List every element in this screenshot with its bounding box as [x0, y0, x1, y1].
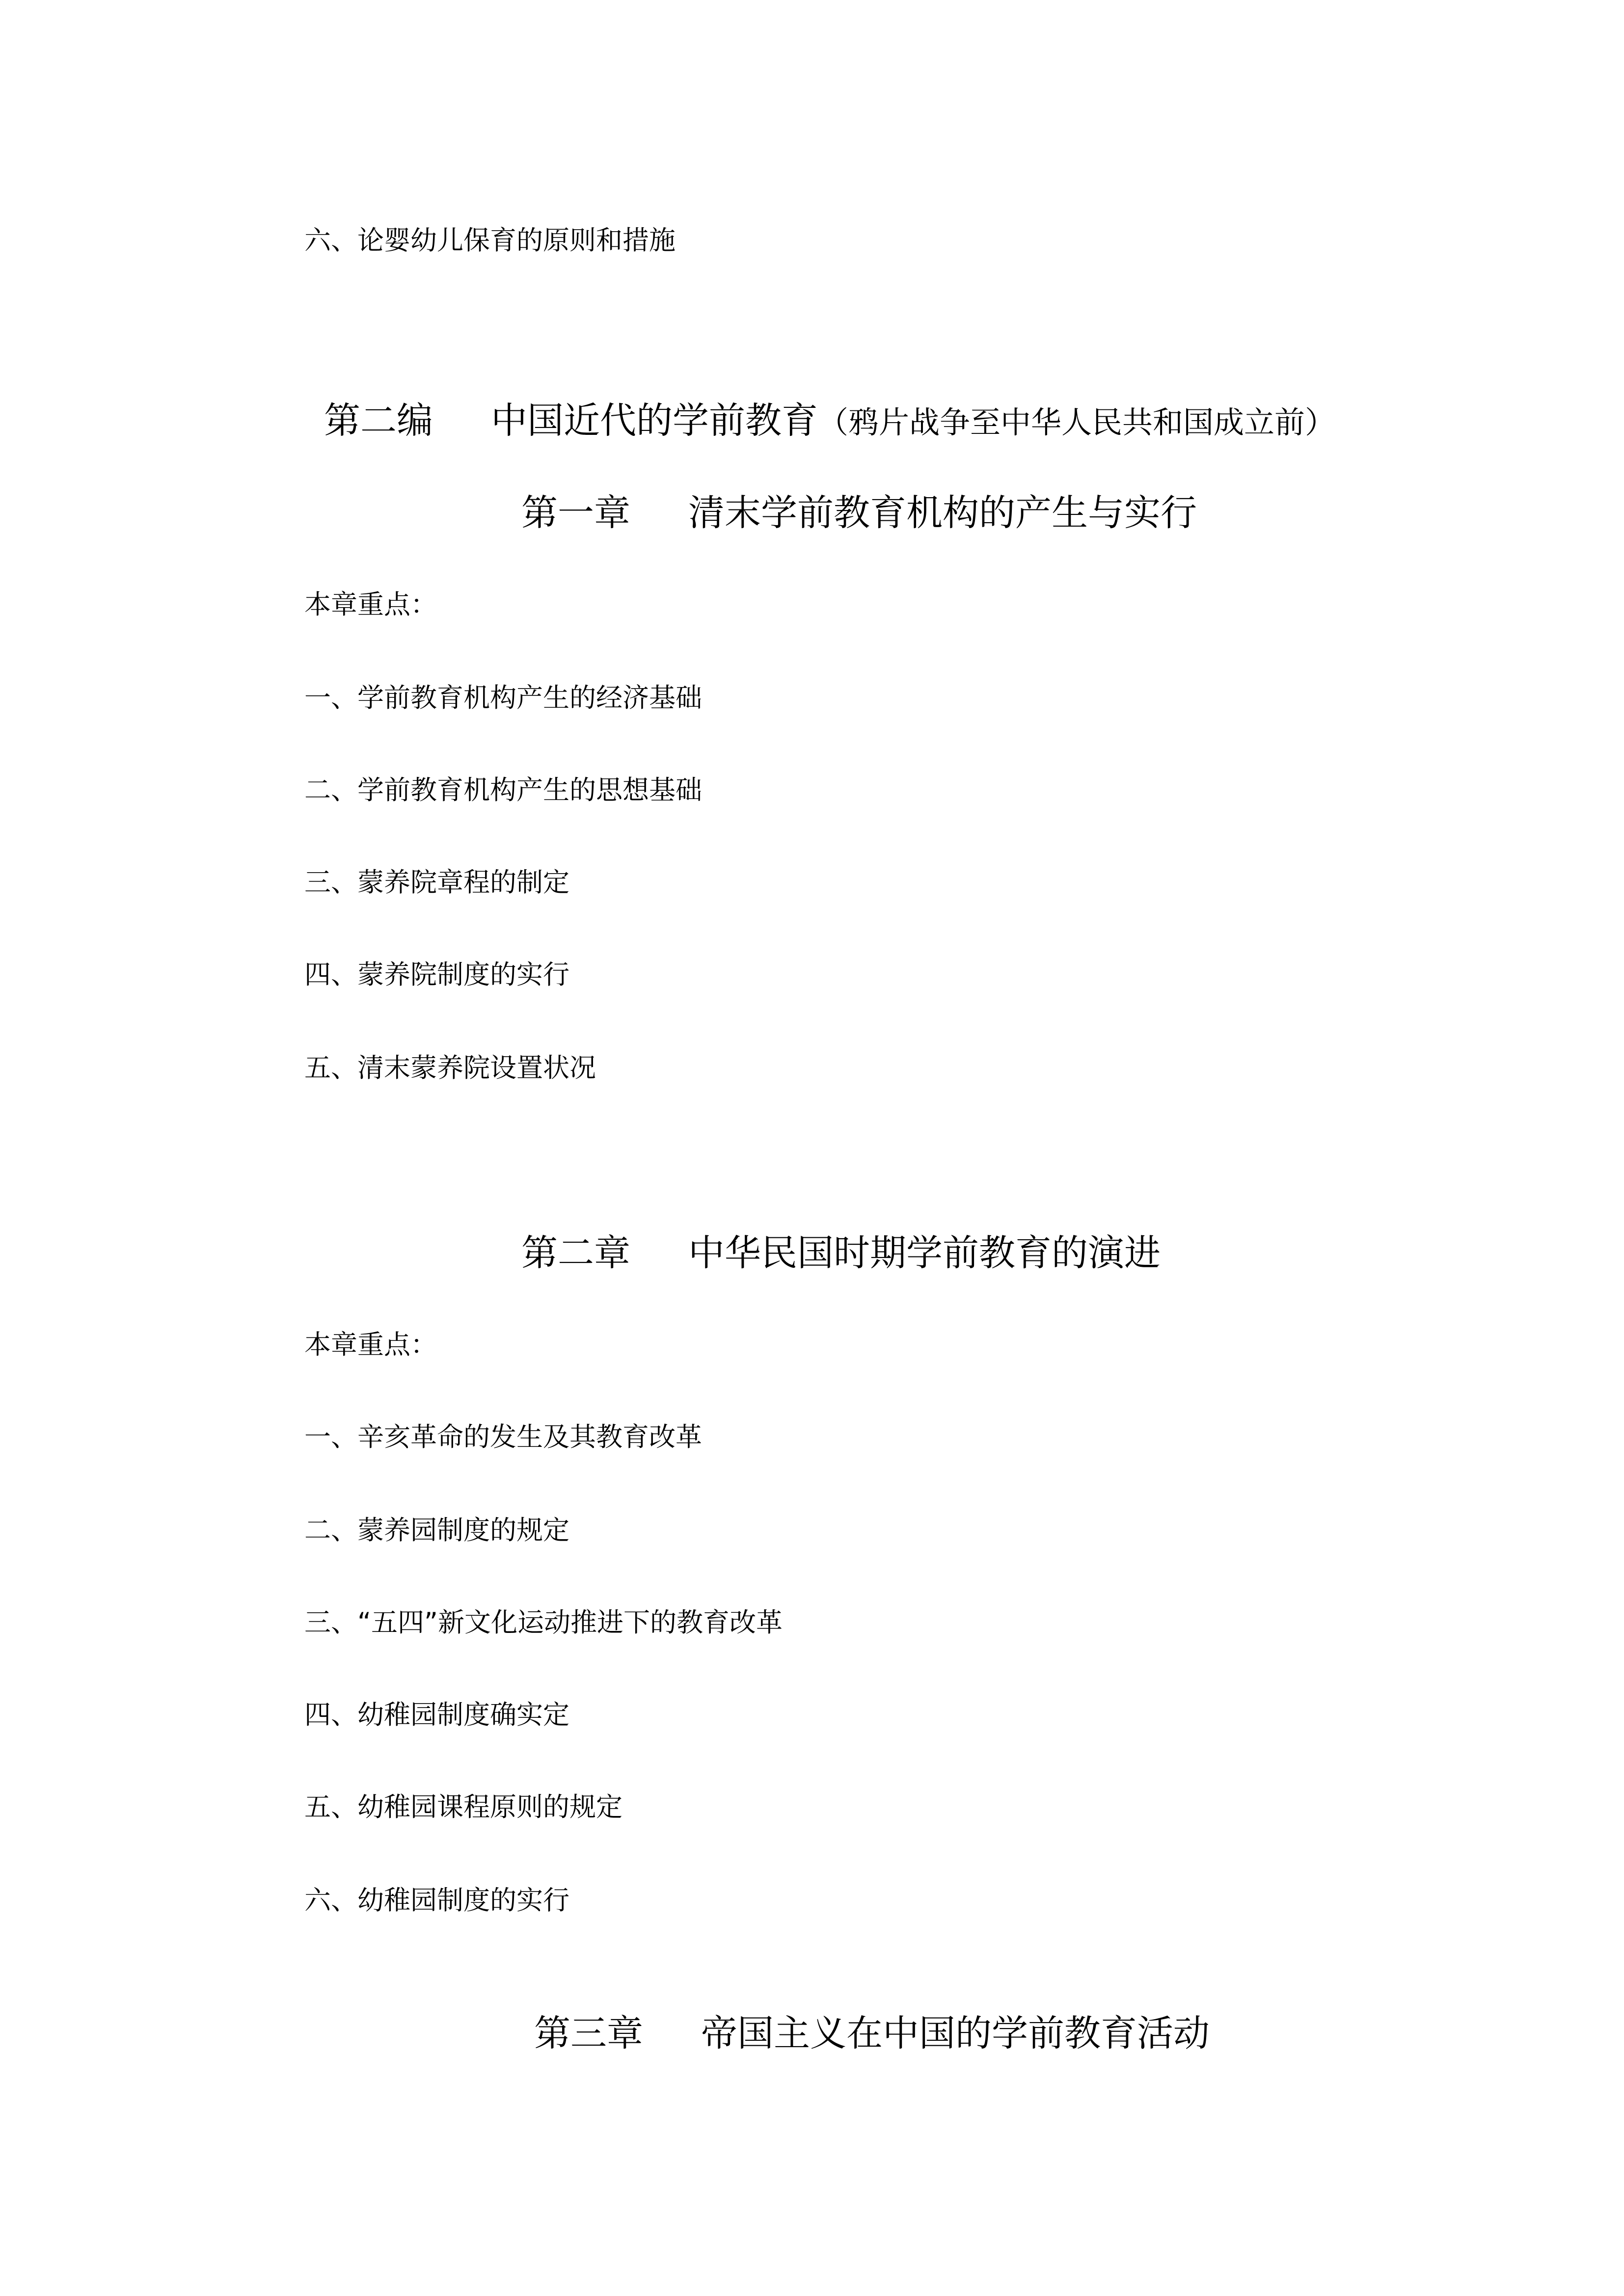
chapter-title: 中华民国时期学前教育的演进	[688, 1232, 1161, 1274]
chapter-label: 第三章	[534, 2012, 643, 2055]
chapter-heading	[521, 491, 1197, 535]
chapter-label: 第二章	[521, 1232, 630, 1274]
part-title: 中国近代的学前教育	[491, 400, 818, 442]
chapter-label: 第一章	[521, 492, 630, 534]
list-item: 五、清末蒙养院设置状况	[304, 1052, 596, 1083]
list-item: 四、幼稚园制度确实定	[304, 1699, 569, 1730]
key-points-label: 本章重点：	[304, 1329, 437, 1360]
list-item: 五、幼稚园课程原则的规定	[304, 1791, 623, 1822]
list-item: 六、论婴幼儿保育的原则和措施	[304, 225, 676, 256]
list-item: 一、学前教育机构产生的经济基础	[304, 682, 702, 713]
part-label: 第二编	[324, 400, 433, 442]
list-item: 三、蒙养院章程的制定	[304, 867, 569, 898]
list-item: 二、学前教育机构产生的思想基础	[304, 774, 702, 805]
part-subtitle: （鸦片战争至中华人民共和国成立前）	[818, 404, 1336, 440]
list-item: 三、“五四”新文化运动推进下的教育改革	[304, 1607, 783, 1638]
list-item: 四、蒙养院制度的实行	[304, 959, 569, 990]
chapter-title: 清末学前教育机构的产生与实行	[688, 492, 1197, 534]
chapter-title: 帝国主义在中国的学前教育活动	[701, 2012, 1210, 2055]
chapter-heading	[521, 1231, 1161, 1275]
key-points-label: 本章重点：	[304, 589, 437, 620]
part-heading	[324, 399, 1335, 445]
chapter-heading	[534, 2011, 1210, 2056]
list-item: 一、辛亥革命的发生及其教育改革	[304, 1421, 702, 1452]
list-item: 六、幼稚园制度的实行	[304, 1885, 569, 1916]
list-item: 二、蒙养园制度的规定	[304, 1515, 569, 1546]
